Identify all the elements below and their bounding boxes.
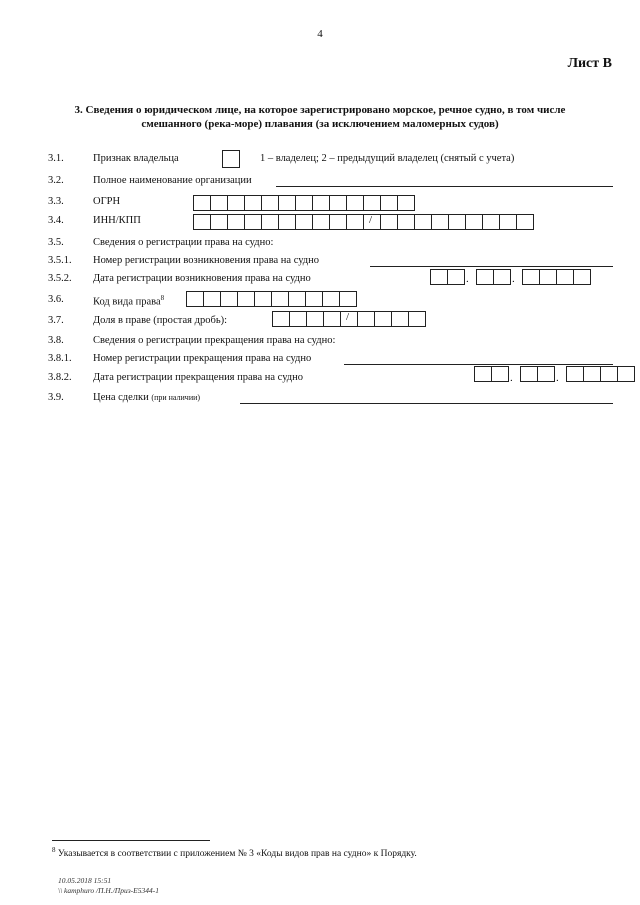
reg-start-date-year[interactable] <box>522 269 591 285</box>
char-cell[interactable] <box>210 195 228 211</box>
char-cell[interactable] <box>323 311 341 327</box>
char-cell[interactable] <box>414 214 432 230</box>
char-cell[interactable] <box>397 214 415 230</box>
ogrn-cells[interactable] <box>193 195 415 211</box>
char-cell[interactable] <box>374 311 392 327</box>
char-cell[interactable] <box>203 291 221 307</box>
page-number: 4 <box>317 28 323 40</box>
row-label: ОГРН <box>93 196 121 207</box>
row-label-text: Цена сделки <box>93 392 149 403</box>
footnote <box>52 846 417 859</box>
char-cell[interactable] <box>306 311 324 327</box>
char-cell[interactable] <box>261 214 279 230</box>
char-cell[interactable] <box>520 366 538 382</box>
char-cell[interactable] <box>244 214 262 230</box>
char-cell[interactable] <box>227 195 245 211</box>
reg-end-date-month[interactable] <box>520 366 555 382</box>
row-note: (при наличии) <box>151 393 201 402</box>
row-label <box>93 294 164 308</box>
row-3-8 <box>0 334 640 350</box>
row-3-7 <box>0 314 640 330</box>
footnote-divider <box>52 840 210 841</box>
row-number: 3.1. <box>48 153 64 164</box>
char-cell[interactable] <box>278 195 296 211</box>
stamp-line-1: 10.05.2018 15:51 <box>58 876 112 885</box>
char-cell[interactable] <box>295 195 313 211</box>
char-cell[interactable] <box>397 195 415 211</box>
section-heading <box>60 103 580 131</box>
reg-end-date-year[interactable] <box>566 366 635 382</box>
right-type-code-cells[interactable] <box>186 291 357 307</box>
char-cell[interactable] <box>491 366 509 382</box>
row-label: Признак владельца <box>93 153 179 164</box>
inn-kpp-cells[interactable] <box>193 214 534 230</box>
reg-start-date-month[interactable] <box>476 269 511 285</box>
char-cell[interactable] <box>186 291 204 307</box>
row-number: 3.4. <box>48 215 64 226</box>
row-label: Полное наименование организации <box>93 175 252 186</box>
char-cell[interactable] <box>312 214 330 230</box>
char-cell[interactable] <box>193 195 211 211</box>
char-cell[interactable] <box>573 269 591 285</box>
row-3-6 <box>0 293 640 309</box>
owner-flag-box[interactable] <box>222 150 240 168</box>
row-number: 3.9. <box>48 392 64 403</box>
char-cell[interactable] <box>322 291 340 307</box>
char-cell[interactable] <box>408 311 426 327</box>
char-cell[interactable] <box>295 214 313 230</box>
char-cell[interactable] <box>329 195 347 211</box>
char-cell[interactable] <box>288 291 306 307</box>
deal-price-field[interactable] <box>240 403 613 404</box>
char-cell[interactable] <box>447 269 465 285</box>
char-cell[interactable] <box>340 311 358 327</box>
char-cell[interactable] <box>278 214 296 230</box>
char-cell[interactable] <box>346 214 364 230</box>
char-cell[interactable] <box>448 214 466 230</box>
row-label: Сведения о регистрации прекращения права на судно: <box>93 335 336 346</box>
char-cell[interactable] <box>493 269 511 285</box>
print-stamp <box>58 876 159 896</box>
char-cell[interactable] <box>220 291 238 307</box>
org-name-field[interactable] <box>276 186 613 187</box>
char-cell[interactable] <box>346 195 364 211</box>
reg-start-number-field[interactable] <box>370 266 613 267</box>
reg-end-number-field[interactable] <box>344 364 613 365</box>
row-number: 3.5.1. <box>48 255 72 266</box>
char-cell[interactable] <box>329 214 347 230</box>
row-number: 3.6. <box>48 294 64 305</box>
reg-start-date-day[interactable] <box>430 269 465 285</box>
row-3-3 <box>0 195 640 211</box>
char-cell[interactable] <box>556 269 574 285</box>
row-label: Сведения о регистрации права на судно: <box>93 237 274 248</box>
row-label: Доля в праве (простая дробь): <box>93 315 228 326</box>
char-cell[interactable] <box>537 366 555 382</box>
char-cell[interactable] <box>357 311 375 327</box>
row-3-5 <box>0 236 640 252</box>
row-label: Номер регистрации прекращения права на судно <box>93 353 312 364</box>
section-heading-line-1: 3. Сведения о юридическом лице, на которое зарегистрировано морское, речное судно, в том числе <box>74 104 566 116</box>
row-label-text: Код вида права <box>93 296 161 308</box>
row-3-5-1 <box>0 254 640 270</box>
char-cell[interactable] <box>482 214 500 230</box>
sheet-title: Лист В <box>567 56 612 71</box>
char-cell[interactable] <box>261 195 279 211</box>
char-cell[interactable] <box>363 195 381 211</box>
char-cell[interactable] <box>539 269 557 285</box>
char-cell[interactable] <box>430 269 448 285</box>
owner-flag-hint: 1 – владелец; 2 – предыдущий владелец (снятый с учета) <box>260 153 515 164</box>
char-cell[interactable] <box>566 366 584 382</box>
char-cell[interactable] <box>312 195 330 211</box>
char-cell[interactable] <box>431 214 449 230</box>
row-number: 3.3. <box>48 196 64 207</box>
char-cell[interactable] <box>339 291 357 307</box>
char-cell[interactable] <box>516 214 534 230</box>
row-number: 3.7. <box>48 315 64 326</box>
char-cell[interactable] <box>237 291 255 307</box>
footnote-ref: 8 <box>160 294 165 302</box>
char-cell[interactable] <box>380 195 398 211</box>
char-cell[interactable] <box>380 214 398 230</box>
row-3-2 <box>0 174 640 190</box>
char-cell[interactable] <box>227 214 245 230</box>
row-label: Дата регистрации возникновения права на судно <box>93 273 311 284</box>
footnote-mark: 8 <box>52 846 56 854</box>
row-number: 3.2. <box>48 175 64 186</box>
char-cell[interactable] <box>305 291 323 307</box>
row-3-5-2: 3.5.2. Дата регистрации возникновения права на судно . . <box>0 272 640 288</box>
char-cell[interactable] <box>476 269 494 285</box>
char-cell[interactable] <box>254 291 272 307</box>
stamp-line-2: \\ kamphuro /П.Н./Приз-Е5344-1 <box>58 886 159 895</box>
row-number: 3.8.2. <box>48 372 72 383</box>
char-cell[interactable] <box>617 366 635 382</box>
char-cell[interactable] <box>272 311 290 327</box>
row-3-9 <box>0 391 640 407</box>
row-label <box>93 392 200 403</box>
row-number: 3.5.2. <box>48 273 72 284</box>
row-label: ИНН/КПП <box>93 215 141 226</box>
char-cell[interactable] <box>271 291 289 307</box>
section-heading-line-2: смешанного (река-море) плавания (за исключением маломерных судов) <box>141 118 499 130</box>
char-cell[interactable] <box>363 214 381 230</box>
share-fraction-cells[interactable] <box>272 311 426 327</box>
char-cell[interactable] <box>289 311 307 327</box>
row-3-4 <box>0 214 640 230</box>
char-cell[interactable] <box>600 366 618 382</box>
row-label: Дата регистрации прекращения права на судно <box>93 372 303 383</box>
char-cell[interactable] <box>244 195 262 211</box>
row-label: Номер регистрации возникновения права на судно <box>93 255 320 266</box>
char-cell[interactable] <box>499 214 517 230</box>
row-number: 3.8. <box>48 335 64 346</box>
row-number: 3.5. <box>48 237 64 248</box>
footnote-text: Указывается в соответствии с приложением № 3 «Коды видов прав на судно» к Порядку. <box>55 849 417 860</box>
row-3-8-2: 3.8.2. Дата регистрации прекращения права на судно . . <box>0 371 640 387</box>
char-cell[interactable] <box>210 214 228 230</box>
row-number: 3.8.1. <box>48 353 72 364</box>
char-cell[interactable] <box>465 214 483 230</box>
char-cell[interactable] <box>583 366 601 382</box>
char-cell[interactable] <box>391 311 409 327</box>
char-cell[interactable] <box>474 366 492 382</box>
reg-end-date-day[interactable] <box>474 366 509 382</box>
char-cell[interactable] <box>522 269 540 285</box>
row-3-1 <box>0 152 640 168</box>
char-cell[interactable] <box>193 214 211 230</box>
